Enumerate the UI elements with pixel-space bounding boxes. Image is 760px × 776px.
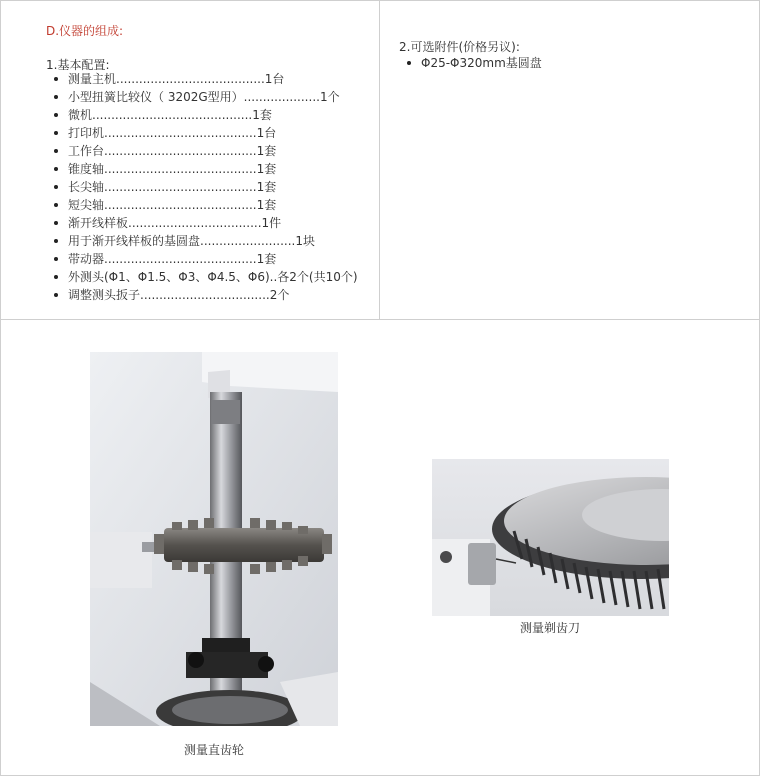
bullet-icon: [54, 221, 58, 225]
bullet-icon: [54, 167, 58, 171]
list-item: 锥度轴........................................1套: [46, 160, 358, 178]
shaving-cutter-photo: [432, 459, 669, 616]
bullet-icon: [54, 77, 58, 81]
optional-accessories-title: 2.可选附件(价格另议):: [399, 40, 520, 54]
list-item: 微机..........................................1套: [46, 106, 358, 124]
list-item: 带动器........................................1套: [46, 250, 358, 268]
bullet-icon: [54, 149, 58, 153]
basic-config-list: [46, 70, 358, 304]
caption-shaving-cutter: 测量剃齿刀: [519, 621, 580, 635]
list-item: Φ25-Φ320mm基圆盘: [399, 54, 542, 72]
bullet-icon: [54, 131, 58, 135]
bullet-icon: [54, 293, 58, 297]
list-item: 用于渐开线样板的基圆盘.........................1块: [46, 232, 358, 250]
list-item: 打印机........................................1台: [46, 124, 358, 142]
bullet-icon: [54, 275, 58, 279]
list-item: 调整测头扳子..................................2个: [46, 286, 358, 304]
bullet-icon: [54, 239, 58, 243]
list-item: 测量主机.......................................1台: [46, 70, 358, 88]
list-item: 外测头(Φ1、Φ1.5、Φ3、Φ4.5、Φ6)..各2个(共10个): [46, 268, 358, 286]
list-item: 小型扭簧比较仪（ 3202G型用）....................1个: [46, 88, 358, 106]
bullet-icon: [54, 203, 58, 207]
list-item: 渐开线样板...................................1件: [46, 214, 358, 232]
list-item: 工作台........................................1套: [46, 142, 358, 160]
list-item: 短尖轴........................................1套: [46, 196, 358, 214]
bullet-icon: [407, 61, 411, 65]
row-divider: [1, 319, 759, 320]
section-title: D.仪器的组成:: [46, 24, 124, 38]
basic-config-title: 1.基本配置:: [46, 58, 110, 72]
caption-spur-gear: 测量直齿轮: [183, 743, 244, 757]
column-divider: [379, 1, 380, 319]
bullet-icon: [54, 95, 58, 99]
bullet-icon: [54, 185, 58, 189]
list-item: 长尖轴........................................1套: [46, 178, 358, 196]
bullet-icon: [54, 113, 58, 117]
bullet-icon: [54, 257, 58, 261]
optional-accessories-list: [399, 54, 542, 72]
spur-gear-photo: [90, 352, 338, 726]
